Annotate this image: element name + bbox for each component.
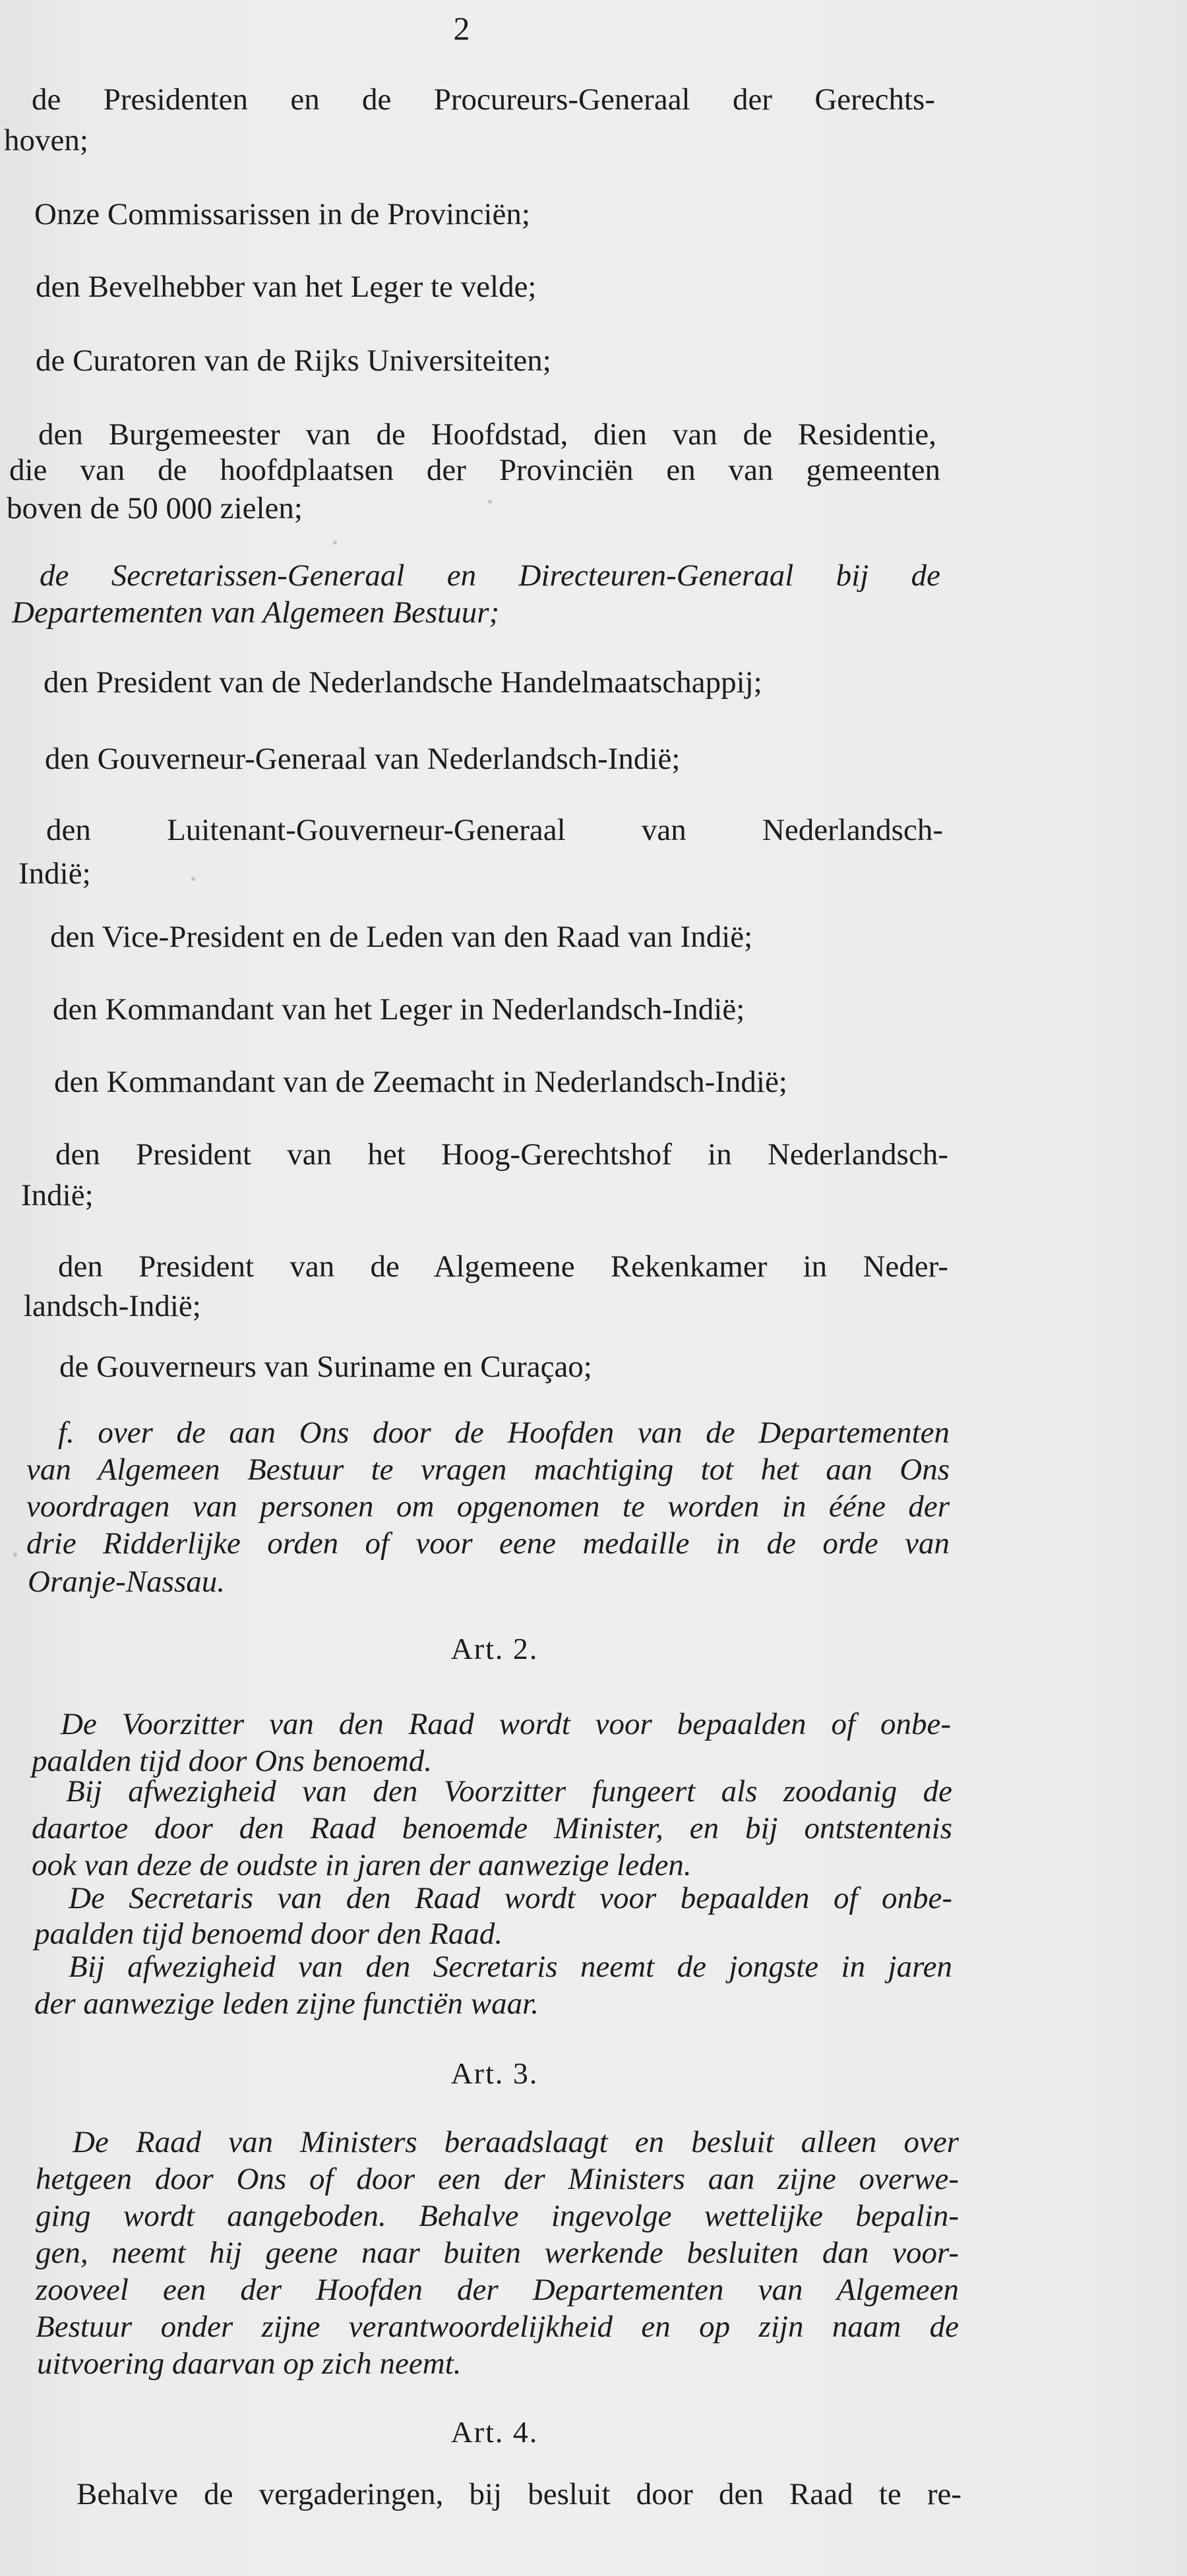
scan-speck (191, 877, 195, 881)
article-heading: Art. 2. (450, 1632, 539, 1665)
text-line: Bij afwezigheid van den Secretaris neemt de jongste in jaren (69, 1950, 952, 1984)
text-line: de Presidenten en de Procureurs-Generaal der Gerechts- (32, 82, 935, 117)
text-line: den Luitenant-Gouverneur-Generaal van Nederlandsch- (46, 813, 943, 847)
text-line: daartoe door den Raad benoemde Minister, en bij ontstentenis (32, 1811, 952, 1845)
text-line: van Algemeen Bestuur te vragen machtiging tot het aan Ons (26, 1453, 950, 1487)
text-line: zooveel een der Hoofden der Departementen van Algemeen (36, 2273, 959, 2307)
text-line: drie Ridderlijke orden of voor eene medaille in de orde van (26, 1526, 950, 1561)
text-line: paalden tijd benoemd door den Raad. (34, 1917, 503, 1951)
text-line: den President van het Hoog-Gerechtshof in Nederlandsch- (55, 1137, 948, 1172)
text-line: paalden tijd door Ons benoemd. (32, 1744, 433, 1778)
scan-speck (333, 541, 337, 545)
text-line: den Bevelhebber van het Leger te velde; (36, 270, 537, 304)
text-line: den President van de Algemeene Rekenkamer in Neder- (58, 1249, 948, 1284)
text-line: Departementen van Algemeen Bestuur; (12, 595, 500, 630)
text-line: Indië; (21, 1178, 94, 1213)
text-line: gen, neemt hij geene naar buiten werkende besluiten dan voor- (36, 2236, 959, 2270)
text-line: Bij afwezigheid van den Voorzitter fungeert als zoodanig de (66, 1774, 952, 1809)
text-line: den Kommandant van het Leger in Nederlandsch-Indië; (53, 992, 745, 1027)
page-number: 2 (453, 10, 470, 47)
text-line: boven de 50 000 zielen; (7, 491, 303, 525)
text-line: ging wordt aangeboden. Behalve ingevolge wettelijke bepalin- (36, 2199, 959, 2233)
text-line: De Secretaris van den Raad wordt voor bepaalden of onbe- (69, 1881, 952, 1915)
text-line: den President van de Nederlandsche Handelmaatschappij; (44, 665, 762, 700)
text-line: Oranje-Nassau. (28, 1565, 225, 1599)
scan-speck (13, 1553, 17, 1557)
text-line: landsch-Indië; (24, 1289, 201, 1323)
article-heading: Art. 4. (450, 2415, 539, 2449)
text-line: den Burgemeester van de Hoofdstad, dien van de Residentie, (38, 417, 936, 452)
text-line: Indië; (18, 856, 91, 891)
text-line: Onze Commissarissen in de Provinciën; (34, 197, 530, 231)
text-line: hetgeen door Ons of door een der Ministers aan zijne overwe- (36, 2162, 959, 2196)
text-line: de Curatoren van de Rijks Universiteiten; (36, 344, 551, 378)
text-line: Bestuur onder zijne verantwoordelijkheid en op zijn naam de (36, 2310, 959, 2344)
text-line: ook van deze de oudste in jaren der aanwezige leden. (32, 1848, 692, 1882)
text-line: uitvoering daarvan op zich neemt. (37, 2347, 462, 2381)
text-line: den Gouverneur-Generaal van Nederlandsch-Indië; (45, 742, 681, 776)
text-line: De Voorzitter van den Raad wordt voor bepaalden of onbe- (61, 1707, 951, 1741)
text-line: f. over de aan Ons door de Hoofden van de Departementen (58, 1416, 950, 1450)
article-heading: Art. 3. (450, 2056, 539, 2090)
text-line: den Kommandant van de Zeemacht in Nederlandsch-Indië; (54, 1065, 787, 1099)
text-line: die van de hoofdplaatsen der Provinciën en van gemeenten (9, 453, 940, 487)
text-line: voordragen van personen om opgenomen te worden in ééne der (26, 1489, 950, 1524)
text-line: Behalve de vergaderingen, bij besluit door den Raad te re- (76, 2477, 961, 2511)
text-line: hoven; (4, 123, 88, 158)
scan-speck (488, 500, 492, 504)
text-line: De Raad van Ministers beraadslaagt en besluit alleen over (73, 2125, 959, 2159)
text-line: den Vice-President en de Leden van den Raad van Indië; (50, 920, 753, 954)
text-line: der aanwezige leden zijne functiën waar. (34, 1987, 539, 2021)
text-line: de Secretarissen-Generaal en Directeuren-Generaal bij de (40, 558, 940, 593)
text-line: de Gouverneurs van Suriname en Curaçao; (59, 1350, 592, 1384)
